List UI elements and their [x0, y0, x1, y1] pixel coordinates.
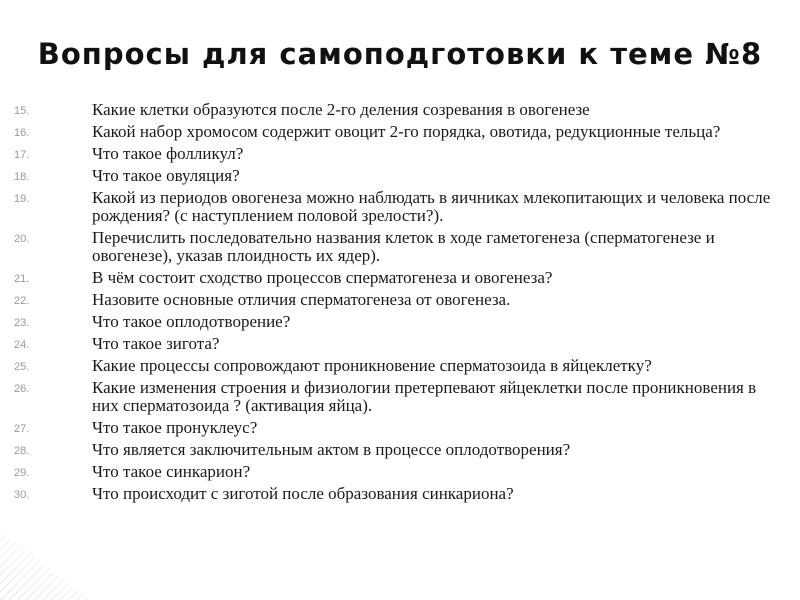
list-item: [0, 379, 800, 415]
list-item: [0, 357, 800, 375]
question-text: Какие клетки образуются после 2-го деления созревания в овогенезе: [92, 100, 590, 119]
list-item: [0, 269, 800, 287]
question-text: Что такое синкарион?: [92, 462, 251, 481]
list-item: [0, 123, 800, 141]
question-number: 25.: [14, 361, 30, 373]
question-number: 24.: [14, 339, 30, 351]
list-item: [0, 101, 800, 119]
list-item: [0, 463, 800, 481]
question-text: В чём состоит сходство процессов сперматогенеза и овогенеза?: [92, 268, 553, 287]
question-text: Какой из периодов овогенеза можно наблюдать в яичниках млекопитающих и человека после рождения? (с наступлением половой зрелости?).: [92, 188, 771, 225]
question-number: 28.: [14, 445, 30, 457]
question-number: 18.: [14, 171, 30, 183]
list-item: [0, 485, 800, 503]
question-text: Что происходит с зиготой после образования синкариона?: [92, 484, 514, 503]
question-text: Что такое овуляция?: [92, 166, 240, 185]
question-number: 22.: [14, 295, 30, 307]
list-item: [0, 441, 800, 459]
question-number: 29.: [14, 467, 30, 479]
list-item: [0, 167, 800, 185]
question-text: Какие процессы сопровождают проникновение сперматозоида в яйцеклетку?: [92, 356, 652, 375]
question-text: Какие изменения строения и физиологии претерпевают яйцеклетки после проникновения в них сперматозоида ? (активация яйца).: [92, 378, 757, 415]
question-number: 19.: [14, 193, 30, 205]
list-item: [0, 313, 800, 331]
question-number: 23.: [14, 317, 30, 329]
question-text: Какой набор хромосом содержит овоцит 2-го порядка, овотида, редукционные тельца?: [92, 122, 721, 141]
question-number: 16.: [14, 127, 30, 139]
list-item: [0, 145, 800, 163]
question-text: Перечислить последовательно названия клеток в ходе гаметогенеза (сперматогенезе и овогенезе), указав плоидность их ядер).: [92, 228, 715, 265]
slide-title: Вопросы для самоподготовки к теме №8: [37, 37, 763, 71]
question-text: Что такое пронуклеус?: [92, 418, 258, 437]
question-number: 30.: [14, 489, 30, 501]
question-number: 21.: [14, 273, 30, 285]
question-number: 17.: [14, 149, 30, 161]
question-list: [0, 101, 800, 507]
list-item: [0, 229, 800, 265]
question-text: Что является заключительным актом в процессе оплодотворения?: [92, 440, 571, 459]
question-text: Назовите основные отличия сперматогенеза от овогенеза.: [92, 290, 511, 309]
question-text: Что такое оплодотворение?: [92, 312, 291, 331]
list-item: [0, 189, 800, 225]
question-number: 15.: [14, 105, 30, 117]
list-item: [0, 419, 800, 437]
question-number: 26.: [14, 383, 30, 395]
question-text: Что такое фолликул?: [92, 144, 244, 163]
question-text: Что такое зигота?: [92, 334, 220, 353]
question-number: 20.: [14, 233, 30, 245]
question-number: 27.: [14, 423, 30, 435]
list-item: [0, 335, 800, 353]
list-item: [0, 291, 800, 309]
